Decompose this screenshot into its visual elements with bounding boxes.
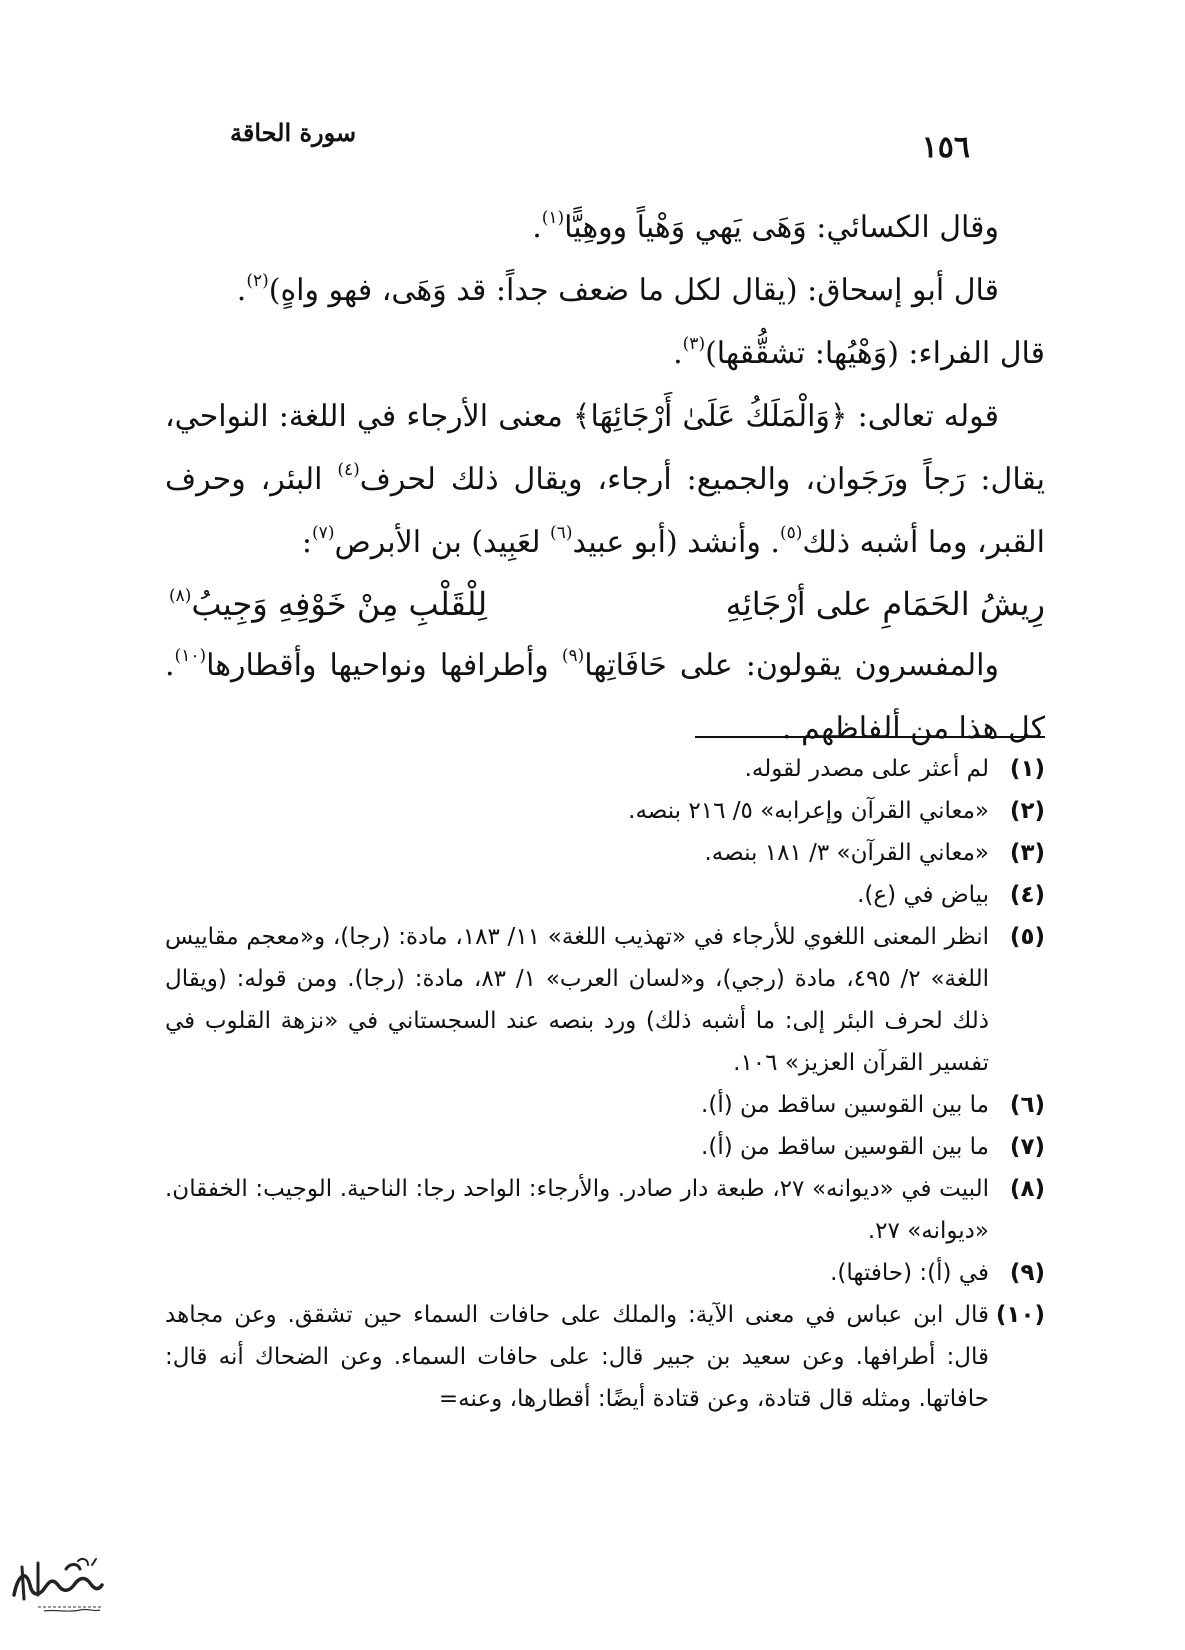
footnote-ref[interactable]: (٦) [550,523,573,543]
paragraph-text: لعَبِيد) بن الأبرص [334,525,551,560]
footnote-text: قال ابن عباس في معنى الآية: والملك على حافات السماء حين تشقق. وعن مجاهد قال: أطرافها. وعن سعيد بن جبير قال: على حافات السماء. وعن الضحاك أنه قال: حافاتها. ومثله قال قتادة، وعن قتادة أيضًا: أقطارها، وعنه= [165,1302,989,1412]
footnote-text: البيت في «ديوانه» ٢٧، طبعة دار صادر. والأرجاء: الواحد رجا: الناحية. الوجيب: الخفقان. «ديوانه» ٢٧. [165,1176,989,1244]
footnote-divider [695,736,1045,738]
footnote-number: (٣) [1009,840,1045,866]
poem-second-hemistich [169,574,487,634]
page-number: ١٥٦ [921,130,970,165]
footnote-ref[interactable]: (٧) [312,523,335,543]
footnote-item [165,1294,1045,1420]
footnote-ref[interactable]: (٥) [779,523,803,543]
footnote-number: (٨) [1009,1176,1045,1202]
paragraph-kisai [165,196,1045,259]
footnote-number: (٢) [1009,798,1045,824]
footnote-ref[interactable]: (١) [541,208,565,228]
footnote-number: (٧) [1009,1134,1045,1160]
footnote-item [165,1168,1045,1252]
footnote-text: لم أعثر على مصدر لقوله. [744,756,989,782]
footnote-text: «معاني القرآن» ٣/ ١٨١ بنصه. [704,840,989,866]
footnote-item [165,790,1045,832]
footnote-ref[interactable]: (٩) [561,646,585,666]
punctuation: . [673,336,683,371]
paragraph-text: وأطرافها ونواحيها وأقطارها [206,648,562,683]
footnote-item [165,748,1045,790]
paragraph-text: . وأنشد (أبو عبيد [572,525,780,560]
paragraph-text: البئر، وحرف القبر، وما أشبه ذلك [165,462,1045,560]
footnote-item [165,1126,1045,1168]
footnote-text: في (أ): (حافتها). [830,1260,989,1286]
paragraph-mufassirun [165,634,1045,760]
footnote-ref[interactable]: (٨) [169,586,192,606]
almoshaheer-logo-icon [8,1555,108,1617]
footnote-text: بياض في (ع). [857,882,989,908]
paragraph-text: وقال الكسائي: وَهَى يَهي وَهْياً ووهِيًّا [564,210,999,245]
footnote-item [165,1252,1045,1294]
paragraph-text: قال أبو إسحاق: (يقال لكل ما ضعف جداً: قد وَهَى، فهو واهٍ) [268,273,999,308]
poem-verse [165,574,1045,634]
footnote-item [165,832,1045,874]
paragraph-text: : [301,525,313,560]
paragraph-farra [165,322,1045,385]
main-text [165,196,1045,760]
surah-title: سورة الحاقة [230,118,357,147]
footnote-number: (٩) [1009,1260,1045,1286]
punctuation: . [236,273,247,308]
footnote-ref[interactable]: (٤) [337,460,360,480]
footnote-ref[interactable]: (٢) [246,271,269,291]
paragraph-text: . كل هذا من ألفاظهم . [165,648,1045,746]
footnote-ref[interactable]: (١٠) [174,646,207,666]
footnote-item [165,916,1045,1084]
footnote-ref[interactable]: (٣) [682,334,706,354]
paragraph-arjaiha [165,385,1045,574]
footnote-number: (١٠) [995,1302,1045,1328]
footnote-number: (٦) [1009,1092,1045,1118]
poem-first-hemistich: رِيشُ الحَمَامِ على أرْجَائِهِ [725,585,1045,623]
footnote-text: «معاني القرآن وإعرابه» ٥/ ٢١٦ بنصه. [628,798,989,824]
footnote-text: ما بين القوسين ساقط من (أ). [701,1134,989,1160]
poem-second-text: لِلْقَلْبِ مِنْ خَوْفِهِ وَجِيبُ [191,585,488,623]
footnote-item [165,874,1045,916]
paragraph-abu-ishaq [165,259,1045,322]
paragraph-text: قوله تعالى: ﴿وَالْمَلَكُ عَلَىٰ أَرْجَائِهَا﴾ معنى الأرجاء في اللغة: النواحي، يقال: رَجاً ورَجَوان، والجميع: أرجاء، ويقال ذلك لحرف [165,399,1045,497]
footnote-item [165,1084,1045,1126]
paragraph-text: والمفسرون يقولون: على حَافَاتِها [584,648,999,683]
running-header [200,118,970,165]
footnote-number: (٥) [1009,924,1045,950]
footnote-text: ما بين القوسين ساقط من (أ). [701,1092,989,1118]
footnote-number: (١) [1009,756,1045,782]
footnote-text: انظر المعنى اللغوي للأرجاء في «تهذيب اللغة» ١١/ ١٨٣، مادة: (رجا)، و«معجم مقاييس اللغة» ٢/ ٤٩٥، مادة (رجي)، و«لسان العرب» ١/ ٨٣، مادة: (رجا). ومن قوله: (ويقال ذلك لحرف البئر إلى: ما أشبه ذلك) ورد بنصه عند السجستاني في «نزهة القلوب في تفسير القرآن العزيز» ١٠٦. [165,924,990,1076]
calligraphy-logo-icon [8,1555,108,1617]
footnotes-section [165,748,1045,1420]
footnote-number: (٤) [1009,882,1045,908]
punctuation: . [532,210,542,245]
paragraph-text: قال الفراء: (وَهْيُها: تشقُّقها) [705,336,1045,371]
